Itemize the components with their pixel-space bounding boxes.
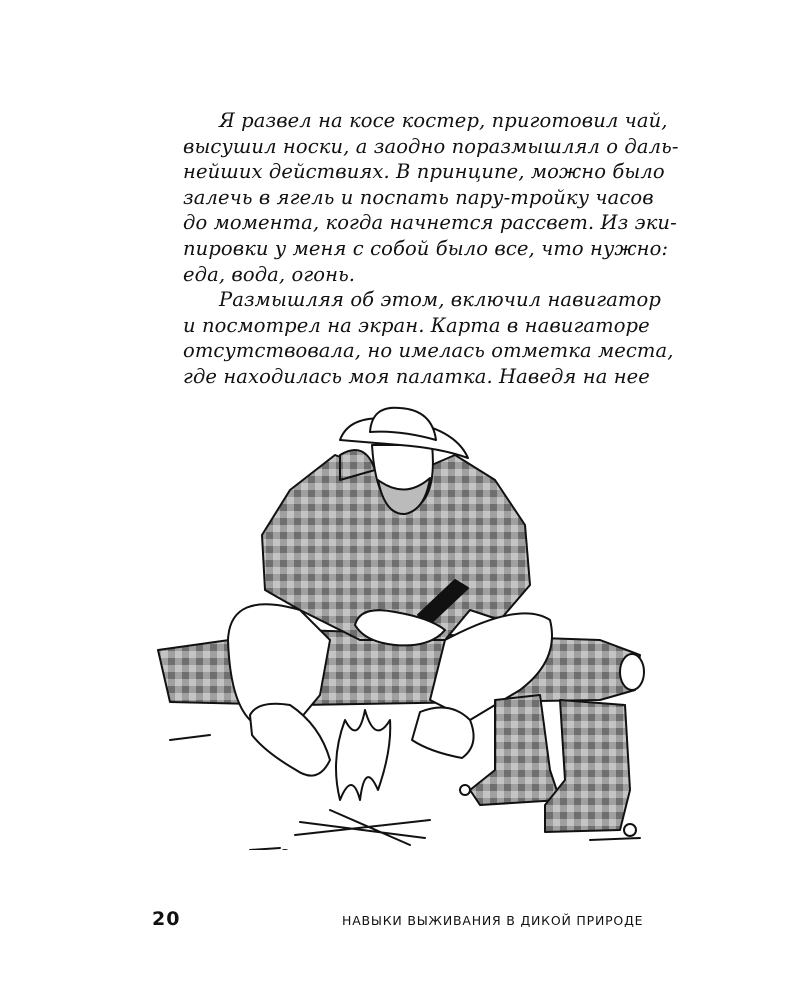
man-sitting-by-campfire-illustration — [150, 400, 670, 850]
pebble — [624, 824, 636, 836]
body-text — [183, 108, 679, 390]
text-line: залечь в ягель и поспать пару-тройку часов — [183, 185, 654, 209]
page-number: 20 — [152, 908, 181, 930]
pebble — [460, 785, 470, 795]
text-line: нейших действиях. В принципе, можно было — [183, 160, 665, 184]
text-line: пировки у меня с собой было все, что нужно: — [183, 236, 669, 260]
log-end — [620, 654, 644, 690]
text-line: Размышляя об этом, включил навигатор — [219, 288, 661, 312]
text-line: до момента, когда начнется рассвет. Из эки- — [183, 211, 677, 235]
running-title: НАВЫКИ ВЫЖИВАНИЯ В ДИКОЙ ПРИРОДЕ — [342, 913, 644, 928]
text-line: высушил носки, а заодно поразмышлял о даль- — [183, 134, 679, 158]
text-line: где находилась моя палатка. Наведя на нее — [183, 364, 650, 388]
text-line: еда, вода, огонь. — [183, 262, 356, 286]
text-line: отсутствовала, но имелась отметка места, — [183, 339, 674, 363]
text-line: Я развел на косе костер, приготовил чай, — [219, 109, 668, 132]
right-foot — [412, 708, 474, 759]
boot-right — [545, 700, 630, 832]
fire-logs — [295, 810, 430, 845]
left-foot — [250, 704, 330, 776]
flame — [336, 710, 390, 800]
text-line: и посмотрел на экран. Карта в навигаторе — [183, 313, 650, 337]
